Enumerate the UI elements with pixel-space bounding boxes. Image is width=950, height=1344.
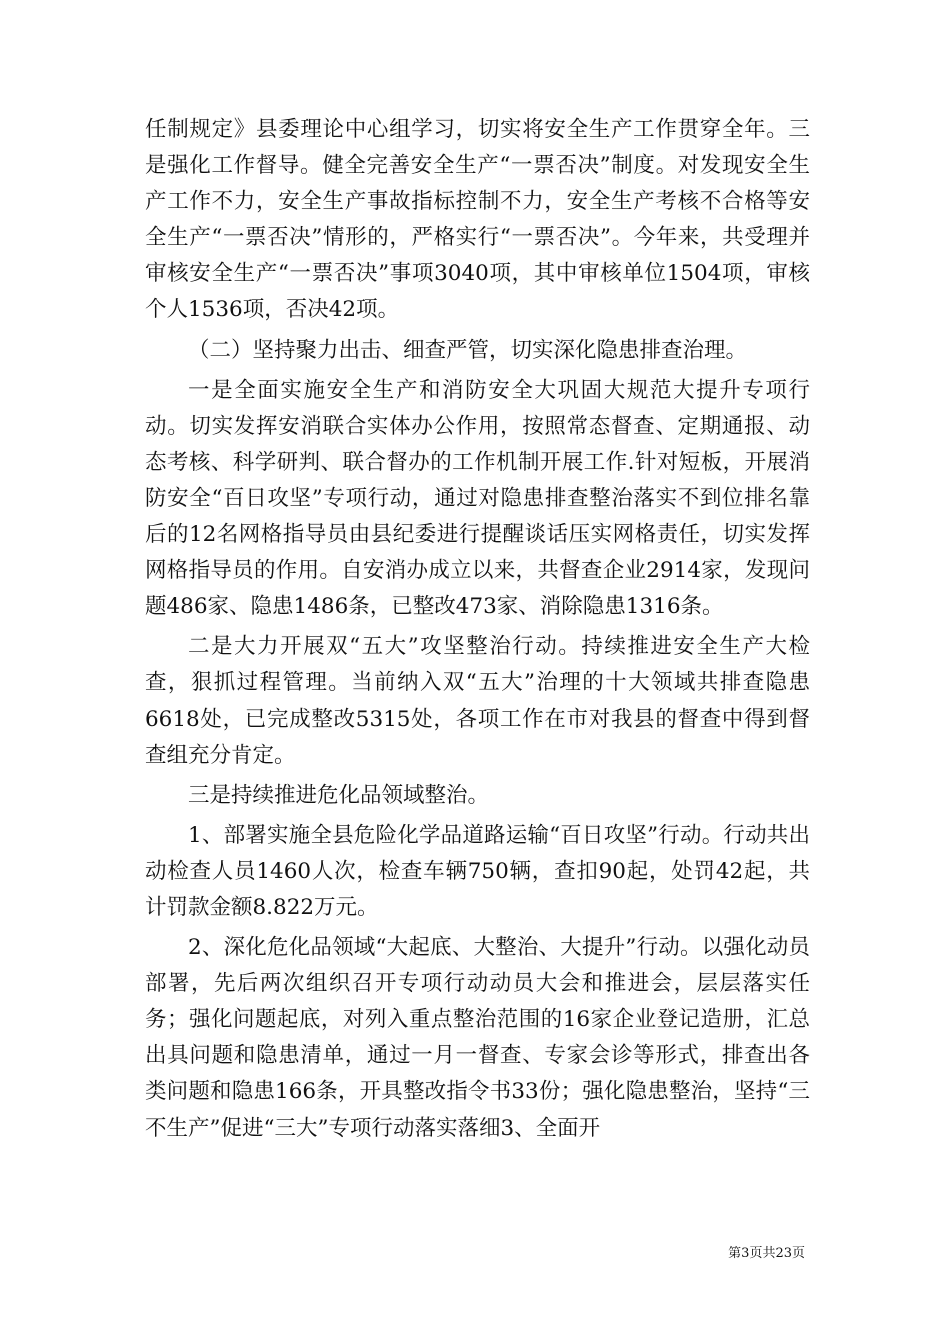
paragraph-1: 任制规定》县委理论中心组学习，切实将安全生产工作贯穿全年。三是强化工作督导。健全完善安全生产“一票否决”制度。对发现安全生产工作不力，安全生产事故指标控制不力，安全生产考核不合格等安全生产“一票否决”情形的，严格实行“一票否决”。今年来，共受理并审核安全生产“一票否决”事项3040项，其中审核单位1504项，审核个人1536项，否决42项。 bbox=[145, 117, 810, 323]
paragraph-2-section-heading: （二）坚持聚力出击、细查严管，切实深化隐患排查治理。 bbox=[188, 337, 748, 363]
paragraph-7: 2、深化危化品领域“大起底、大整治、大提升”行动。以强化动员部署，先后两次组织召开专项行动动员大会和推进会，层层落实任务；强化问题起底，对列入重点整治范围的16家企业登记造册，汇总出具问题和隐患清单，通过一月一督查、专家会诊等形式，排查出各类问题和隐患166条，开具整改指令书33份；强化隐患整治，坚持“三不生产”促进“三大”专项行动落实落细3、全面开 bbox=[145, 935, 810, 1141]
paragraph-6: 1、部署实施全县危险化学品道路运输“百日攻坚”行动。行动共出动检查人员1460人次，检查车辆750辆，查扣90起，处罚42起，共计罚款金额8.822万元。 bbox=[145, 822, 810, 920]
page-number-footer: 第3页共23页 bbox=[728, 1246, 805, 1261]
document-body bbox=[145, 112, 810, 1147]
paragraph-5: 三是持续推进危化品领域整治。 bbox=[188, 782, 490, 808]
paragraph-4: 二是大力开展双“五大”攻坚整治行动。持续推进安全生产大检查，狠抓过程管理。当前纳入双“五大”治理的十大领域共排查隐患6618处，已完成整改5315处，各项工作在市对我县的督查中得到督查组充分肯定。 bbox=[145, 634, 810, 768]
paragraph-3: 一是全面实施安全生产和消防安全大巩固大规范大提升专项行动。切实发挥安消联合实体办公作用，按照常态督查、定期通报、动态考核、科学研判、联合督办的工作机制开展工作.针对短板，开展消防安全“百日攻坚”专项行动，通过对隐患排查整治落实不到位排名靠后的12名网格指导员由县纪委进行提醒谈话压实网格责任，切实发挥网格指导员的作用。自安消办成立以来，共督查企业2914家，发现问题486家、隐患1486条，已整改473家、消除隐患1316条。 bbox=[145, 377, 810, 620]
